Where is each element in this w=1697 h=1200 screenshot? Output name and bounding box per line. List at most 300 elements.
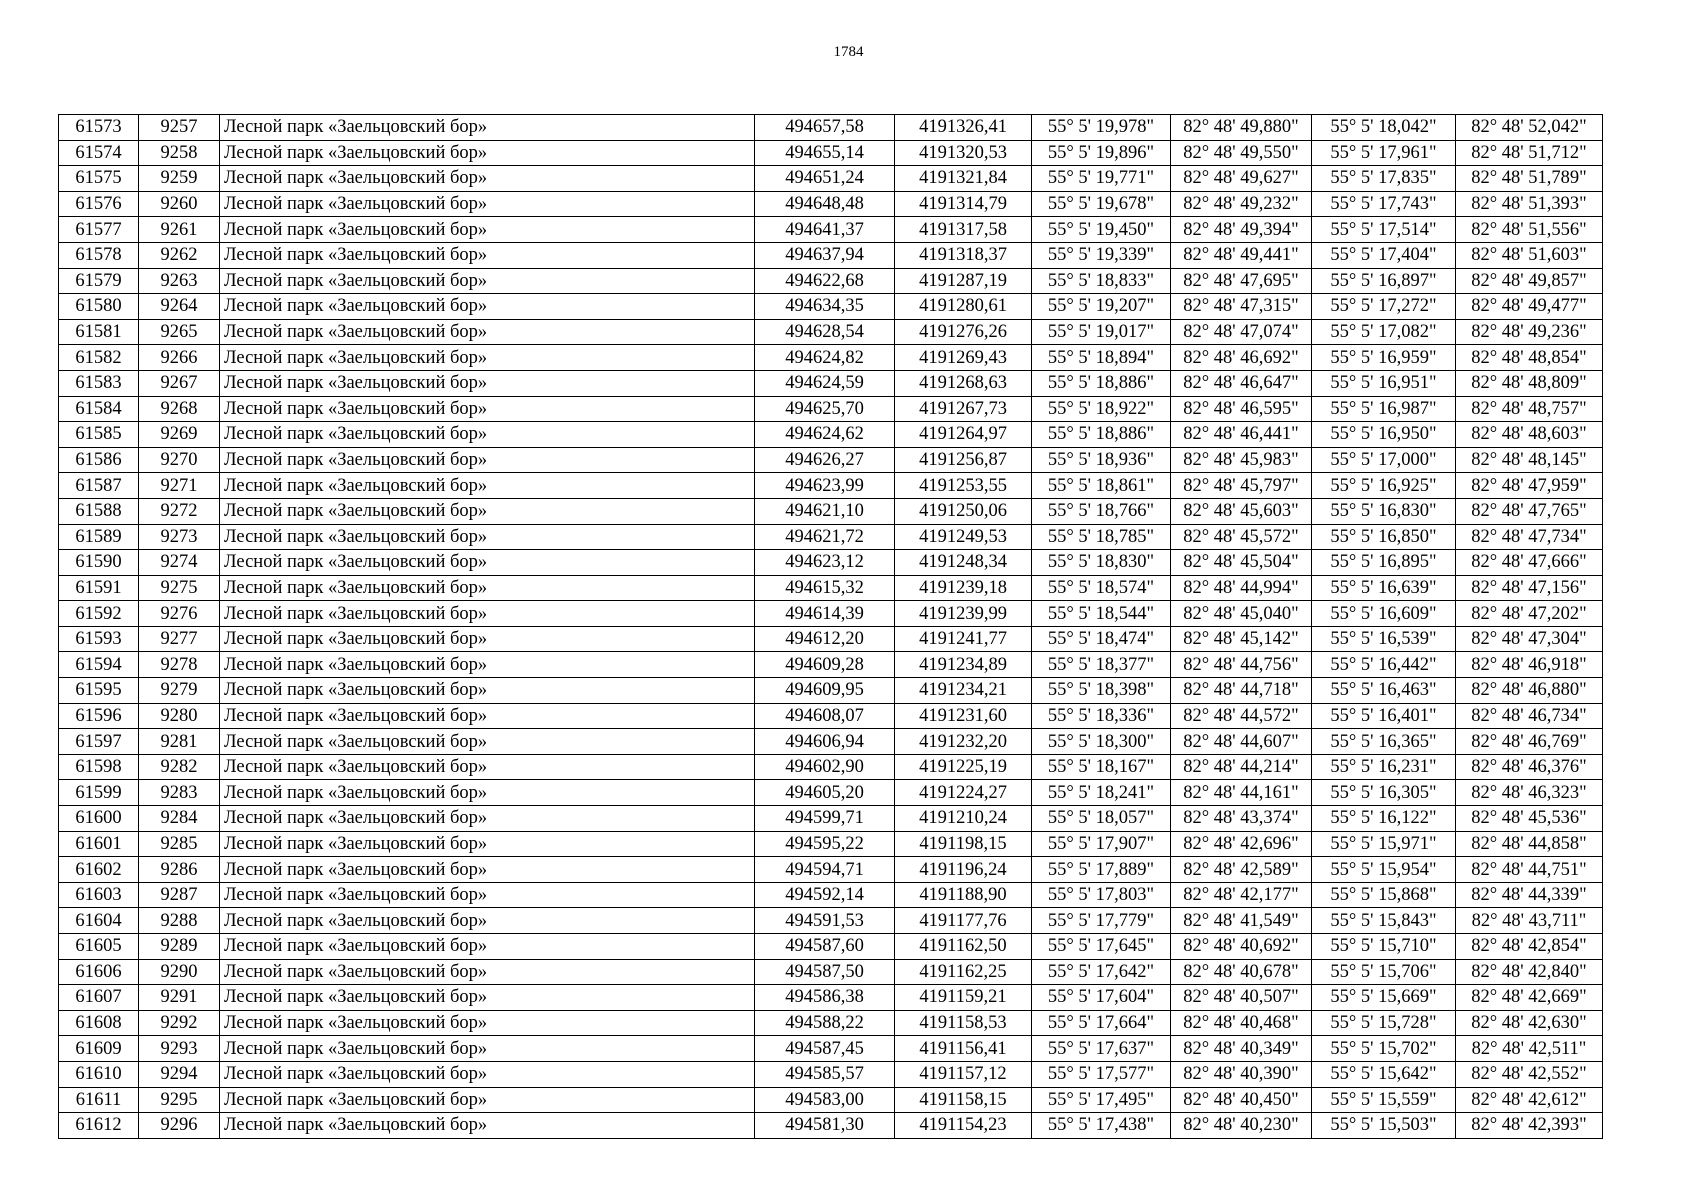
cell-longitude-1: 82° 48' 49,441"	[1171, 242, 1312, 268]
table-row	[59, 780, 1603, 806]
cell-point-number: 9292	[139, 1010, 220, 1036]
cell-point-number: 9279	[139, 678, 220, 704]
cell-longitude-2: 82° 48' 47,734"	[1456, 524, 1603, 550]
cell-y-coordinate: 4191280,61	[895, 294, 1032, 320]
cell-longitude-2: 82° 48' 51,789"	[1456, 166, 1603, 192]
cell-x-coordinate: 494624,62	[755, 422, 895, 448]
cell-y-coordinate: 4191267,73	[895, 396, 1032, 422]
cell-longitude-2: 82° 48' 46,769"	[1456, 729, 1603, 755]
cell-point-number: 9273	[139, 524, 220, 550]
cell-longitude-1: 82° 48' 46,647"	[1171, 370, 1312, 396]
table-row	[59, 524, 1603, 550]
cell-y-coordinate: 4191256,87	[895, 447, 1032, 473]
cell-latitude-1: 55° 5' 18,574"	[1032, 575, 1171, 601]
cell-row-number: 61595	[59, 678, 139, 704]
table-row	[59, 422, 1603, 448]
cell-latitude-1: 55° 5' 18,167"	[1032, 754, 1171, 780]
cell-longitude-1: 82° 48' 44,756"	[1171, 652, 1312, 678]
cell-longitude-1: 82° 48' 40,692"	[1171, 934, 1312, 960]
cell-object-name: Лесной парк «Заельцовский бор»	[220, 780, 755, 806]
table-row	[59, 319, 1603, 345]
cell-x-coordinate: 494587,45	[755, 1036, 895, 1062]
cell-longitude-2: 82° 48' 51,603"	[1456, 242, 1603, 268]
cell-object-name: Лесной парк «Заельцовский бор»	[220, 985, 755, 1011]
table-row	[59, 985, 1603, 1011]
cell-latitude-2: 55° 5' 15,868"	[1312, 882, 1456, 908]
cell-longitude-2: 82° 48' 51,712"	[1456, 140, 1603, 166]
cell-latitude-2: 55° 5' 18,042"	[1312, 115, 1456, 141]
cell-y-coordinate: 4191231,60	[895, 703, 1032, 729]
cell-row-number: 61608	[59, 1010, 139, 1036]
cell-x-coordinate: 494592,14	[755, 882, 895, 908]
cell-y-coordinate: 4191234,89	[895, 652, 1032, 678]
cell-row-number: 61598	[59, 754, 139, 780]
cell-row-number: 61599	[59, 780, 139, 806]
cell-row-number: 61597	[59, 729, 139, 755]
table-row	[59, 498, 1603, 524]
cell-latitude-1: 55° 5' 18,785"	[1032, 524, 1171, 550]
cell-longitude-2: 82° 48' 49,857"	[1456, 268, 1603, 294]
table-row	[59, 191, 1603, 217]
cell-longitude-2: 82° 48' 42,612"	[1456, 1087, 1603, 1113]
cell-object-name: Лесной парк «Заельцовский бор»	[220, 268, 755, 294]
table-row	[59, 806, 1603, 832]
cell-longitude-2: 82° 48' 42,630"	[1456, 1010, 1603, 1036]
cell-x-coordinate: 494591,53	[755, 908, 895, 934]
cell-latitude-1: 55° 5' 18,377"	[1032, 652, 1171, 678]
cell-object-name: Лесной парк «Заельцовский бор»	[220, 678, 755, 704]
cell-point-number: 9283	[139, 780, 220, 806]
cell-latitude-2: 55° 5' 17,961"	[1312, 140, 1456, 166]
cell-point-number: 9282	[139, 754, 220, 780]
cell-row-number: 61604	[59, 908, 139, 934]
table-row	[59, 242, 1603, 268]
cell-x-coordinate: 494625,70	[755, 396, 895, 422]
cell-row-number: 61592	[59, 601, 139, 627]
cell-latitude-1: 55° 5' 18,922"	[1032, 396, 1171, 422]
cell-longitude-1: 82° 48' 42,177"	[1171, 882, 1312, 908]
table-row	[59, 601, 1603, 627]
cell-latitude-1: 55° 5' 19,339"	[1032, 242, 1171, 268]
cell-longitude-1: 82° 48' 40,507"	[1171, 985, 1312, 1011]
cell-x-coordinate: 494602,90	[755, 754, 895, 780]
cell-y-coordinate: 4191253,55	[895, 473, 1032, 499]
cell-longitude-2: 82° 48' 47,202"	[1456, 601, 1603, 627]
cell-longitude-1: 82° 48' 44,994"	[1171, 575, 1312, 601]
cell-row-number: 61593	[59, 626, 139, 652]
cell-point-number: 9270	[139, 447, 220, 473]
cell-longitude-1: 82° 48' 44,572"	[1171, 703, 1312, 729]
cell-longitude-1: 82° 48' 47,315"	[1171, 294, 1312, 320]
cell-object-name: Лесной парк «Заельцовский бор»	[220, 242, 755, 268]
cell-x-coordinate: 494637,94	[755, 242, 895, 268]
cell-latitude-1: 55° 5' 17,495"	[1032, 1087, 1171, 1113]
cell-longitude-1: 82° 48' 49,880"	[1171, 115, 1312, 141]
cell-point-number: 9295	[139, 1087, 220, 1113]
cell-object-name: Лесной парк «Заельцовский бор»	[220, 319, 755, 345]
cell-longitude-2: 82° 48' 51,393"	[1456, 191, 1603, 217]
cell-longitude-2: 82° 48' 49,477"	[1456, 294, 1603, 320]
cell-point-number: 9296	[139, 1113, 220, 1139]
cell-latitude-1: 55° 5' 17,664"	[1032, 1010, 1171, 1036]
cell-longitude-2: 82° 48' 42,669"	[1456, 985, 1603, 1011]
cell-latitude-2: 55° 5' 16,850"	[1312, 524, 1456, 550]
cell-x-coordinate: 494648,48	[755, 191, 895, 217]
table-row	[59, 908, 1603, 934]
cell-latitude-2: 55° 5' 15,954"	[1312, 857, 1456, 883]
cell-latitude-2: 55° 5' 16,401"	[1312, 703, 1456, 729]
table-row	[59, 140, 1603, 166]
cell-latitude-1: 55° 5' 18,057"	[1032, 806, 1171, 832]
cell-latitude-2: 55° 5' 17,000"	[1312, 447, 1456, 473]
cell-row-number: 61590	[59, 550, 139, 576]
cell-x-coordinate: 494622,68	[755, 268, 895, 294]
cell-point-number: 9294	[139, 1061, 220, 1087]
cell-y-coordinate: 4191241,77	[895, 626, 1032, 652]
cell-latitude-1: 55° 5' 18,861"	[1032, 473, 1171, 499]
cell-y-coordinate: 4191264,97	[895, 422, 1032, 448]
cell-longitude-1: 82° 48' 49,394"	[1171, 217, 1312, 243]
cell-object-name: Лесной парк «Заельцовский бор»	[220, 191, 755, 217]
cell-longitude-1: 82° 48' 47,074"	[1171, 319, 1312, 345]
cell-row-number: 61609	[59, 1036, 139, 1062]
cell-latitude-1: 55° 5' 18,336"	[1032, 703, 1171, 729]
cell-x-coordinate: 494623,99	[755, 473, 895, 499]
cell-latitude-2: 55° 5' 16,830"	[1312, 498, 1456, 524]
cell-row-number: 61580	[59, 294, 139, 320]
cell-x-coordinate: 494585,57	[755, 1061, 895, 1087]
cell-object-name: Лесной парк «Заельцовский бор»	[220, 806, 755, 832]
cell-object-name: Лесной парк «Заельцовский бор»	[220, 1113, 755, 1139]
cell-y-coordinate: 4191248,34	[895, 550, 1032, 576]
cell-longitude-2: 82° 48' 42,393"	[1456, 1113, 1603, 1139]
cell-y-coordinate: 4191224,27	[895, 780, 1032, 806]
cell-y-coordinate: 4191314,79	[895, 191, 1032, 217]
cell-longitude-2: 82° 48' 51,556"	[1456, 217, 1603, 243]
cell-latitude-1: 55° 5' 19,678"	[1032, 191, 1171, 217]
cell-point-number: 9263	[139, 268, 220, 294]
cell-y-coordinate: 4191287,19	[895, 268, 1032, 294]
cell-x-coordinate: 494586,38	[755, 985, 895, 1011]
table-row	[59, 550, 1603, 576]
cell-longitude-1: 82° 48' 46,692"	[1171, 345, 1312, 371]
cell-point-number: 9268	[139, 396, 220, 422]
cell-longitude-1: 82° 48' 49,232"	[1171, 191, 1312, 217]
cell-x-coordinate: 494634,35	[755, 294, 895, 320]
cell-latitude-2: 55° 5' 17,835"	[1312, 166, 1456, 192]
cell-point-number: 9266	[139, 345, 220, 371]
table-row	[59, 652, 1603, 678]
cell-latitude-2: 55° 5' 17,743"	[1312, 191, 1456, 217]
cell-latitude-1: 55° 5' 17,803"	[1032, 882, 1171, 908]
cell-point-number: 9274	[139, 550, 220, 576]
cell-longitude-2: 82° 48' 48,603"	[1456, 422, 1603, 448]
cell-y-coordinate: 4191156,41	[895, 1036, 1032, 1062]
cell-latitude-2: 55° 5' 15,642"	[1312, 1061, 1456, 1087]
cell-point-number: 9265	[139, 319, 220, 345]
cell-row-number: 61573	[59, 115, 139, 141]
cell-object-name: Лесной парк «Заельцовский бор»	[220, 217, 755, 243]
cell-longitude-1: 82° 48' 40,390"	[1171, 1061, 1312, 1087]
cell-object-name: Лесной парк «Заельцовский бор»	[220, 166, 755, 192]
table-row	[59, 294, 1603, 320]
cell-longitude-1: 82° 48' 47,695"	[1171, 268, 1312, 294]
cell-latitude-1: 55° 5' 17,577"	[1032, 1061, 1171, 1087]
cell-latitude-2: 55° 5' 16,609"	[1312, 601, 1456, 627]
cell-latitude-2: 55° 5' 16,895"	[1312, 550, 1456, 576]
cell-longitude-2: 82° 48' 47,304"	[1456, 626, 1603, 652]
cell-point-number: 9285	[139, 831, 220, 857]
table-row	[59, 370, 1603, 396]
cell-longitude-1: 82° 48' 45,504"	[1171, 550, 1312, 576]
cell-latitude-1: 55° 5' 18,936"	[1032, 447, 1171, 473]
cell-point-number: 9291	[139, 985, 220, 1011]
cell-longitude-1: 82° 48' 40,230"	[1171, 1113, 1312, 1139]
cell-y-coordinate: 4191239,99	[895, 601, 1032, 627]
cell-longitude-1: 82° 48' 40,450"	[1171, 1087, 1312, 1113]
cell-longitude-1: 82° 48' 46,441"	[1171, 422, 1312, 448]
cell-x-coordinate: 494587,60	[755, 934, 895, 960]
cell-longitude-2: 82° 48' 46,880"	[1456, 678, 1603, 704]
table-row	[59, 166, 1603, 192]
table-row	[59, 934, 1603, 960]
cell-row-number: 61596	[59, 703, 139, 729]
cell-point-number: 9272	[139, 498, 220, 524]
cell-row-number: 61581	[59, 319, 139, 345]
cell-x-coordinate: 494587,50	[755, 959, 895, 985]
cell-row-number: 61583	[59, 370, 139, 396]
cell-y-coordinate: 4191159,21	[895, 985, 1032, 1011]
cell-x-coordinate: 494657,58	[755, 115, 895, 141]
cell-row-number: 61587	[59, 473, 139, 499]
cell-y-coordinate: 4191249,53	[895, 524, 1032, 550]
cell-longitude-1: 82° 48' 44,718"	[1171, 678, 1312, 704]
cell-x-coordinate: 494588,22	[755, 1010, 895, 1036]
cell-longitude-1: 82° 48' 45,572"	[1171, 524, 1312, 550]
cell-point-number: 9267	[139, 370, 220, 396]
cell-x-coordinate: 494641,37	[755, 217, 895, 243]
cell-x-coordinate: 494626,27	[755, 447, 895, 473]
cell-y-coordinate: 4191276,26	[895, 319, 1032, 345]
cell-object-name: Лесной парк «Заельцовский бор»	[220, 294, 755, 320]
cell-latitude-2: 55° 5' 15,503"	[1312, 1113, 1456, 1139]
cell-y-coordinate: 4191162,25	[895, 959, 1032, 985]
cell-latitude-1: 55° 5' 19,017"	[1032, 319, 1171, 345]
cell-longitude-1: 82° 48' 43,374"	[1171, 806, 1312, 832]
cell-y-coordinate: 4191317,58	[895, 217, 1032, 243]
cell-y-coordinate: 4191320,53	[895, 140, 1032, 166]
cell-point-number: 9278	[139, 652, 220, 678]
cell-latitude-2: 55° 5' 17,082"	[1312, 319, 1456, 345]
cell-row-number: 61586	[59, 447, 139, 473]
cell-x-coordinate: 494624,82	[755, 345, 895, 371]
cell-latitude-1: 55° 5' 19,450"	[1032, 217, 1171, 243]
cell-longitude-2: 82° 48' 48,854"	[1456, 345, 1603, 371]
cell-point-number: 9290	[139, 959, 220, 985]
cell-latitude-1: 55° 5' 18,300"	[1032, 729, 1171, 755]
cell-longitude-2: 82° 48' 46,918"	[1456, 652, 1603, 678]
cell-latitude-1: 55° 5' 17,779"	[1032, 908, 1171, 934]
cell-row-number: 61576	[59, 191, 139, 217]
cell-longitude-1: 82° 48' 49,550"	[1171, 140, 1312, 166]
cell-point-number: 9261	[139, 217, 220, 243]
cell-object-name: Лесной парк «Заельцовский бор»	[220, 473, 755, 499]
cell-row-number: 61584	[59, 396, 139, 422]
cell-point-number: 9271	[139, 473, 220, 499]
cell-y-coordinate: 4191198,15	[895, 831, 1032, 857]
cell-point-number: 9259	[139, 166, 220, 192]
table-row	[59, 396, 1603, 422]
cell-longitude-1: 82° 48' 40,468"	[1171, 1010, 1312, 1036]
cell-y-coordinate: 4191157,12	[895, 1061, 1032, 1087]
cell-latitude-1: 55° 5' 18,894"	[1032, 345, 1171, 371]
cell-longitude-1: 82° 48' 44,161"	[1171, 780, 1312, 806]
cell-row-number: 61579	[59, 268, 139, 294]
cell-latitude-1: 55° 5' 18,886"	[1032, 422, 1171, 448]
cell-latitude-1: 55° 5' 18,544"	[1032, 601, 1171, 627]
cell-x-coordinate: 494599,71	[755, 806, 895, 832]
table-row	[59, 882, 1603, 908]
cell-object-name: Лесной парк «Заельцовский бор»	[220, 882, 755, 908]
cell-x-coordinate: 494621,72	[755, 524, 895, 550]
cell-object-name: Лесной парк «Заельцовский бор»	[220, 447, 755, 473]
cell-row-number: 61601	[59, 831, 139, 857]
cell-latitude-2: 55° 5' 16,959"	[1312, 345, 1456, 371]
cell-object-name: Лесной парк «Заельцовский бор»	[220, 115, 755, 141]
cell-row-number: 61607	[59, 985, 139, 1011]
cell-latitude-2: 55° 5' 16,950"	[1312, 422, 1456, 448]
cell-longitude-1: 82° 48' 40,349"	[1171, 1036, 1312, 1062]
table-row	[59, 703, 1603, 729]
cell-row-number: 61575	[59, 166, 139, 192]
cell-point-number: 9284	[139, 806, 220, 832]
cell-latitude-2: 55° 5' 15,559"	[1312, 1087, 1456, 1113]
cell-point-number: 9262	[139, 242, 220, 268]
cell-point-number: 9289	[139, 934, 220, 960]
cell-x-coordinate: 494651,24	[755, 166, 895, 192]
cell-point-number: 9288	[139, 908, 220, 934]
cell-object-name: Лесной парк «Заельцовский бор»	[220, 370, 755, 396]
cell-y-coordinate: 4191268,63	[895, 370, 1032, 396]
cell-y-coordinate: 4191188,90	[895, 882, 1032, 908]
table-row	[59, 959, 1603, 985]
cell-object-name: Лесной парк «Заельцовский бор»	[220, 345, 755, 371]
table-row	[59, 1061, 1603, 1087]
cell-latitude-1: 55° 5' 17,604"	[1032, 985, 1171, 1011]
cell-latitude-1: 55° 5' 19,207"	[1032, 294, 1171, 320]
cell-y-coordinate: 4191239,18	[895, 575, 1032, 601]
cell-latitude-2: 55° 5' 15,669"	[1312, 985, 1456, 1011]
cell-row-number: 61577	[59, 217, 139, 243]
cell-latitude-2: 55° 5' 16,639"	[1312, 575, 1456, 601]
cell-x-coordinate: 494609,95	[755, 678, 895, 704]
cell-longitude-1: 82° 48' 42,589"	[1171, 857, 1312, 883]
cell-object-name: Лесной парк «Заельцовский бор»	[220, 498, 755, 524]
cell-longitude-1: 82° 48' 46,595"	[1171, 396, 1312, 422]
cell-object-name: Лесной парк «Заельцовский бор»	[220, 857, 755, 883]
cell-latitude-1: 55° 5' 18,833"	[1032, 268, 1171, 294]
cell-y-coordinate: 4191225,19	[895, 754, 1032, 780]
cell-x-coordinate: 494612,20	[755, 626, 895, 652]
cell-latitude-1: 55° 5' 18,398"	[1032, 678, 1171, 704]
cell-y-coordinate: 4191318,37	[895, 242, 1032, 268]
cell-latitude-2: 55° 5' 15,710"	[1312, 934, 1456, 960]
cell-latitude-2: 55° 5' 15,706"	[1312, 959, 1456, 985]
table-row	[59, 754, 1603, 780]
table-row	[59, 1087, 1603, 1113]
cell-latitude-2: 55° 5' 16,231"	[1312, 754, 1456, 780]
cell-latitude-2: 55° 5' 15,971"	[1312, 831, 1456, 857]
table-row	[59, 473, 1603, 499]
cell-row-number: 61585	[59, 422, 139, 448]
table-row	[59, 729, 1603, 755]
cell-longitude-2: 82° 48' 49,236"	[1456, 319, 1603, 345]
cell-object-name: Лесной парк «Заельцовский бор»	[220, 575, 755, 601]
cell-row-number: 61600	[59, 806, 139, 832]
cell-longitude-1: 82° 48' 41,549"	[1171, 908, 1312, 934]
cell-point-number: 9275	[139, 575, 220, 601]
cell-row-number: 61589	[59, 524, 139, 550]
cell-row-number: 61574	[59, 140, 139, 166]
cell-y-coordinate: 4191177,76	[895, 908, 1032, 934]
cell-latitude-1: 55° 5' 17,637"	[1032, 1036, 1171, 1062]
cell-object-name: Лесной парк «Заельцовский бор»	[220, 652, 755, 678]
cell-longitude-2: 82° 48' 44,858"	[1456, 831, 1603, 857]
cell-object-name: Лесной парк «Заельцовский бор»	[220, 934, 755, 960]
cell-longitude-2: 82° 48' 47,765"	[1456, 498, 1603, 524]
cell-object-name: Лесной парк «Заельцовский бор»	[220, 1087, 755, 1113]
cell-longitude-2: 82° 48' 48,145"	[1456, 447, 1603, 473]
table-row	[59, 831, 1603, 857]
cell-latitude-2: 55° 5' 16,365"	[1312, 729, 1456, 755]
cell-latitude-2: 55° 5' 16,897"	[1312, 268, 1456, 294]
cell-latitude-2: 55° 5' 16,925"	[1312, 473, 1456, 499]
cell-x-coordinate: 494595,22	[755, 831, 895, 857]
cell-object-name: Лесной парк «Заельцовский бор»	[220, 601, 755, 627]
cell-point-number: 9293	[139, 1036, 220, 1062]
cell-y-coordinate: 4191321,84	[895, 166, 1032, 192]
table-row	[59, 626, 1603, 652]
cell-longitude-1: 82° 48' 44,607"	[1171, 729, 1312, 755]
cell-longitude-2: 82° 48' 45,536"	[1456, 806, 1603, 832]
cell-longitude-2: 82° 48' 42,840"	[1456, 959, 1603, 985]
cell-latitude-2: 55° 5' 15,702"	[1312, 1036, 1456, 1062]
cell-object-name: Лесной парк «Заельцовский бор»	[220, 524, 755, 550]
table-row	[59, 217, 1603, 243]
cell-point-number: 9257	[139, 115, 220, 141]
cell-x-coordinate: 494608,07	[755, 703, 895, 729]
cell-object-name: Лесной парк «Заельцовский бор»	[220, 831, 755, 857]
coordinates-table	[58, 114, 1603, 1139]
cell-longitude-2: 82° 48' 42,511"	[1456, 1036, 1603, 1062]
cell-y-coordinate: 4191158,15	[895, 1087, 1032, 1113]
cell-row-number: 61605	[59, 934, 139, 960]
cell-row-number: 61603	[59, 882, 139, 908]
cell-latitude-1: 55° 5' 19,771"	[1032, 166, 1171, 192]
cell-longitude-2: 82° 48' 43,711"	[1456, 908, 1603, 934]
cell-point-number: 9269	[139, 422, 220, 448]
cell-longitude-1: 82° 48' 45,142"	[1171, 626, 1312, 652]
cell-longitude-2: 82° 48' 52,042"	[1456, 115, 1603, 141]
cell-latitude-2: 55° 5' 15,728"	[1312, 1010, 1456, 1036]
cell-latitude-1: 55° 5' 17,907"	[1032, 831, 1171, 857]
cell-longitude-2: 82° 48' 46,734"	[1456, 703, 1603, 729]
cell-y-coordinate: 4191234,21	[895, 678, 1032, 704]
cell-row-number: 61606	[59, 959, 139, 985]
cell-longitude-2: 82° 48' 42,552"	[1456, 1061, 1603, 1087]
cell-object-name: Лесной парк «Заельцовский бор»	[220, 754, 755, 780]
cell-object-name: Лесной парк «Заельцовский бор»	[220, 550, 755, 576]
